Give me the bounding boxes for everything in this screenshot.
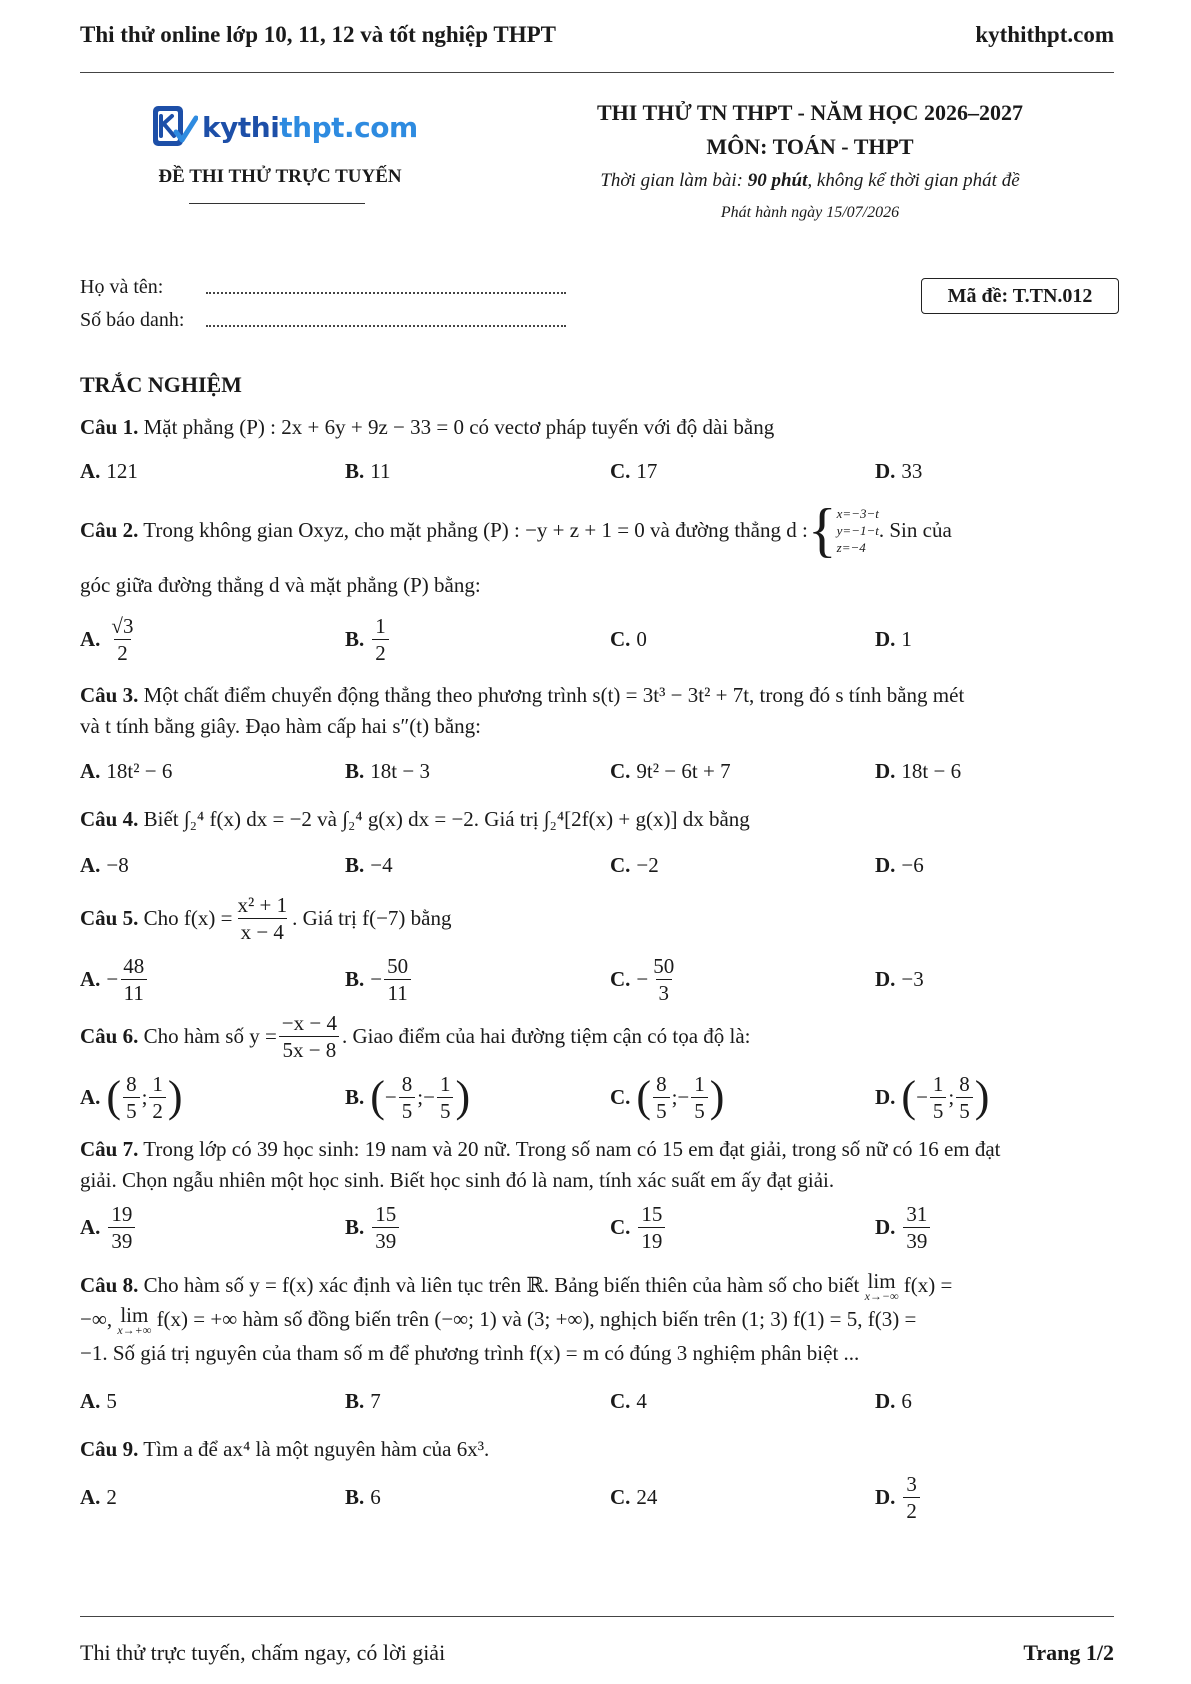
exam-time: Thời gian làm bài: 90 phút, không kể thời gian phát đề — [600, 170, 1020, 191]
answer-7a[interactable]: A. $\frac{19}{39}$ — [80, 1201, 345, 1254]
answer-8a[interactable]: A. 5 — [80, 1388, 117, 1413]
answer-4a[interactable]: A. −8 — [80, 852, 129, 877]
exam-code-box: Mã đề: T.TN.012 — [921, 278, 1119, 314]
question-1: Câu 1. Mặt phẳng (P) : 2x + 6y + 9z − 33 = 0 có vectơ pháp tuyến với độ dài bằng — [80, 415, 775, 439]
page-header — [80, 22, 1114, 52]
question-3: Câu 3. Một chất điểm chuyển động thẳng theo phương trình s(t) = 3t³ − 3t² + 7t, trong đó s tính bằng mét và t tính bằng giây. Đạo hàm cấp hai s″(t) bằng: — [80, 683, 965, 738]
question-6: Câu 6. Cho hàm số y = $\frac{-x - 4}{5x - 8}$ . Giao điểm của hai đường tiệm cận có tọa độ là: — [80, 1011, 751, 1062]
answer-7b[interactable]: B. $\frac{15}{39}$ — [345, 1201, 610, 1254]
logo-icon — [150, 102, 198, 152]
exam-title: THI THỬ TN THPT - NĂM HỌC 2026–2027 — [597, 100, 1023, 125]
id-dotted-line — [206, 325, 566, 327]
answers-3 — [80, 756, 1140, 786]
header-divider — [80, 72, 1114, 73]
answer-6a[interactable]: A. ( $\frac{8}{5}$ ; $\frac{1}{2}$ ) — [80, 1071, 183, 1123]
answer-4c[interactable]: C. −2 — [610, 852, 659, 877]
header-left: Thi thử online lớp 10, 11, 12 và tốt nghiệp THPT — [80, 22, 556, 47]
question-2: Câu 2. Trong không gian Oxyz, cho mặt phẳng (P) : −y + z + 1 = 0 và đường thẳng d : { x=−3−t y=−1−t z=−4 . Sin của — [80, 497, 952, 563]
question-8: Câu 8. Cho hàm số y = f(x) xác định và liên tục trên ℝ. Bảng biến thiên của hàm số cho biết lim x→−∞ f(x) = −∞, lim x→+∞ f(x) = +∞ hàm số đồng biến trên (−∞; 1) và (3; +∞), nghịch biến trên (1; 3) f(1) = 5, f(3) = −1. Số giá trị nguyên của tham số m để phương trình f(x) = m có đúng 3 nghiệm phân biệt ... — [80, 1269, 953, 1366]
footer-divider — [80, 1616, 1114, 1617]
answer-4b[interactable]: B. −4 — [345, 852, 393, 877]
answer-3d[interactable]: D. 18t − 6 — [875, 758, 962, 783]
answer-2d[interactable]: D. 1 — [875, 626, 912, 651]
section-title: TRẮC NGHIỆM — [80, 372, 242, 397]
question-9: Câu 9. Tìm a để ax⁴ là một nguyên hàm của 6x³. — [80, 1437, 490, 1461]
answer-5b[interactable]: B. − $\frac{50}{11}$ — [345, 953, 610, 1006]
answer-9a[interactable]: A. 2 — [80, 1484, 117, 1509]
answers-8 — [80, 1386, 1140, 1416]
student-info — [80, 266, 566, 332]
answers-5 — [80, 948, 1140, 1010]
question-4: Câu 4. Biết ∫₂⁴ f(x) dx = −2 và ∫₂⁴ g(x) dx = −2. Giá trị ∫₂⁴[2f(x) + g(x)] dx bằng — [80, 807, 750, 831]
header-right: kythithpt.com — [975, 22, 1114, 47]
answers-1 — [80, 456, 1140, 486]
question-7: Câu 7. Trong lớp có 39 học sinh: 19 nam và 20 nữ. Trong số nam có 15 em đạt giải, trong số nữ có 16 em đạt giải. Chọn ngẫu nhiên một học sinh. Biết học sinh đó là nam, tính xác suất em ấy đạt giải. — [80, 1137, 1001, 1192]
answer-3a[interactable]: A. 18t² − 6 — [80, 758, 173, 783]
name-label: Họ và tên: — [80, 276, 164, 298]
answers-2 — [80, 608, 1140, 670]
left-subtitle-underline — [189, 203, 365, 204]
answer-2c[interactable]: C. 0 — [610, 626, 647, 651]
id-label: Số báo danh: — [80, 309, 185, 331]
footer-left: Thi thử trực tuyến, chấm ngay, có lời giải — [80, 1640, 446, 1665]
answer-7c[interactable]: C. $\frac{15}{19}$ — [610, 1201, 875, 1254]
answer-1a[interactable]: A. 121 — [80, 458, 138, 483]
answer-9c[interactable]: C. 24 — [610, 1484, 658, 1509]
answer-7d[interactable]: D. $\frac{31}{39}$ — [875, 1201, 1140, 1254]
exam-heading — [540, 96, 1080, 228]
answer-2b[interactable]: B. $\frac{1}{2}$ — [345, 613, 610, 666]
answer-5c[interactable]: C. − $\frac{50}{3}$ — [610, 953, 675, 1005]
left-subtitle: ĐỀ THI THỬ TRỰC TUYẾN — [158, 166, 402, 187]
exam-release-date: Phát hành ngày 15/07/2026 — [720, 204, 900, 221]
logo-text: kythithpt.com — [202, 110, 418, 144]
answer-8b[interactable]: B. 7 — [345, 1388, 381, 1413]
answers-9 — [80, 1466, 1140, 1528]
answer-9d[interactable]: D. $\frac{3}{2}$ — [875, 1471, 1140, 1524]
page-number: Trang 1/2 — [1023, 1640, 1114, 1665]
answer-2a[interactable]: A. $\frac{√3}{2}$ — [80, 613, 134, 665]
answer-6c[interactable]: C. ( $\frac{8}{5}$ ;− $\frac{1}{5}$ ) — [610, 1071, 725, 1123]
answer-5d[interactable]: D. −3 — [875, 966, 924, 991]
answer-3b[interactable]: B. 18t − 3 — [345, 758, 430, 783]
name-dotted-line — [206, 292, 566, 294]
answer-1d[interactable]: D. 33 — [875, 458, 923, 483]
answer-8d[interactable]: D. 6 — [875, 1388, 912, 1413]
question-2-continued: góc giữa đường thẳng d và mặt phẳng (P) bằng: — [80, 573, 481, 597]
question-5: Câu 5. Cho f(x) = $\frac{\text{x² + 1}}{x - 4}$ . Giá trị f(−7) bằng — [80, 893, 452, 944]
line-system: { x=−3−t y=−1−t z=−4 — [807, 497, 879, 563]
answer-1c[interactable]: C. 17 — [610, 458, 658, 483]
answer-1b[interactable]: B. 11 — [345, 458, 391, 483]
exam-subject: MÔN: TOÁN - THPT — [706, 134, 914, 159]
answer-6d[interactable]: D. ( − $\frac{1}{5}$ ; $\frac{8}{5}$ ) — [875, 1071, 990, 1123]
answer-8c[interactable]: C. 4 — [610, 1388, 647, 1413]
answer-9b[interactable]: B. 6 — [345, 1484, 381, 1509]
answer-4d[interactable]: D. −6 — [875, 852, 924, 877]
page-footer — [80, 1640, 1114, 1666]
answer-6b[interactable]: B. ( − $\frac{8}{5}$ ;− $\frac{1}{5}$ ) — [345, 1071, 471, 1123]
answers-4 — [80, 850, 1140, 880]
answer-3c[interactable]: C. 9t² − 6t + 7 — [610, 758, 731, 783]
answers-6 — [80, 1066, 1140, 1128]
answers-7 — [80, 1196, 1140, 1258]
logo — [150, 102, 418, 152]
answer-5a[interactable]: A. − $\frac{48}{11}$ — [80, 953, 345, 1006]
